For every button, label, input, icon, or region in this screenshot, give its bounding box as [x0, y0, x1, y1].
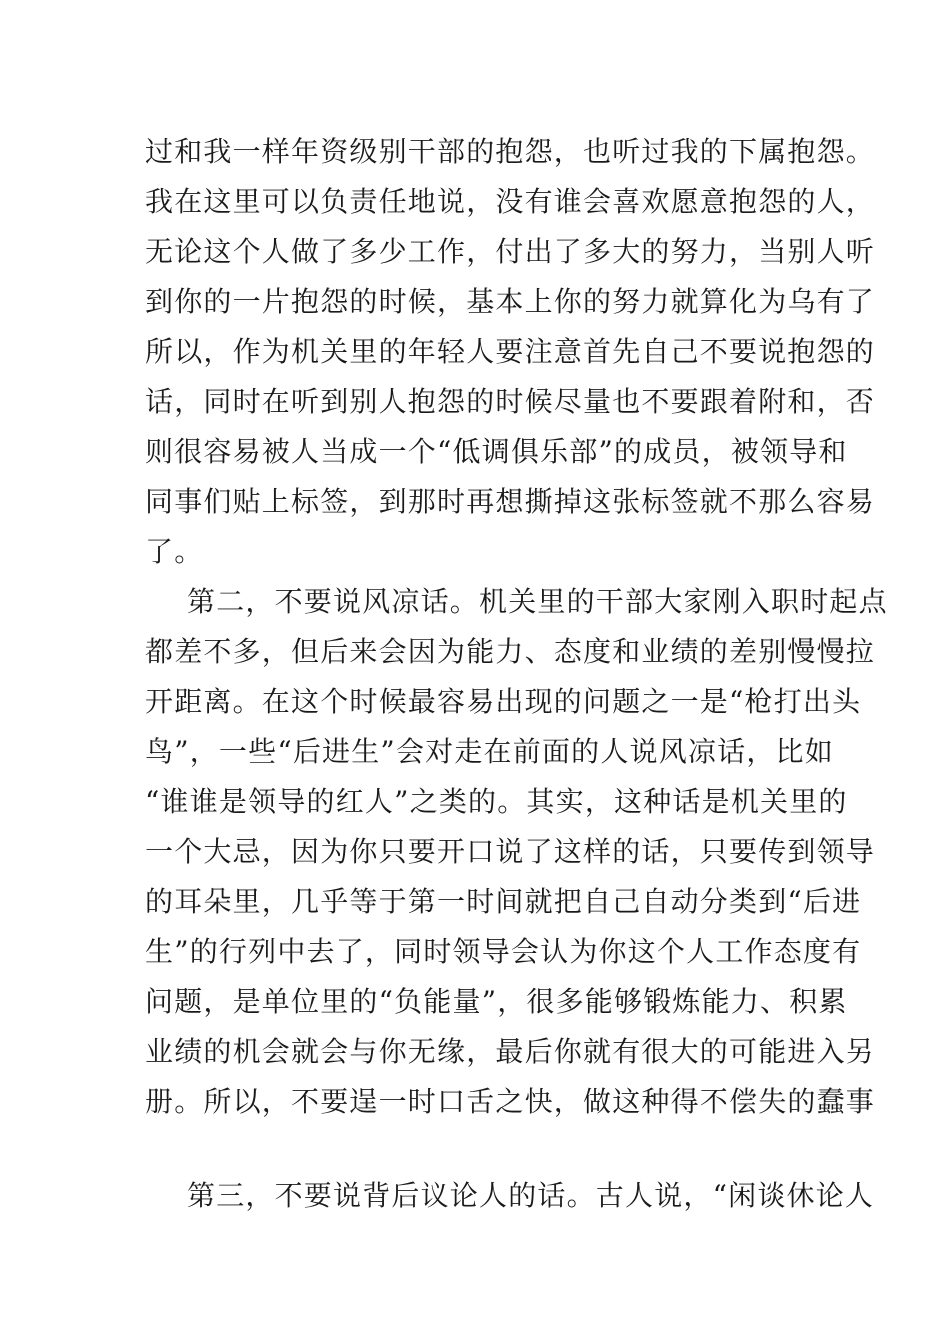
- text-line: 业绩的机会就会与你无缘，最后你就有很大的可能进入另: [145, 1035, 876, 1068]
- paragraph-first-line: 第三，不要说背后议论人的话。古人说，“闲谈休论人: [187, 1179, 875, 1212]
- text-line: 话，同时在听到别人抱怨的时候尽量也不要跟着附和，否: [145, 385, 876, 418]
- text-line: 生”的行列中去了，同时领导会认为你这个人工作态度有: [145, 935, 862, 968]
- text-line: 所以，作为机关里的年轻人要注意首先自己不要说抱怨的: [145, 335, 876, 368]
- text-line: “谁谁是领导的红人”之类的。其实，这种话是机关里的: [145, 785, 848, 818]
- text-line: 问题，是单位里的“负能量”，很多能够锻炼能力、积累: [145, 985, 848, 1018]
- text-line: 了。: [145, 535, 204, 568]
- text-line: 册。所以，不要逞一时口舌之快，做这种得不偿失的蠢事: [145, 1085, 876, 1118]
- paragraph-first-line: 第二，不要说风凉话。机关里的干部大家刚入职时起点: [187, 585, 888, 618]
- text-line: 则很容易被人当成一个“低调俱乐部”的成员，被领导和: [145, 435, 848, 468]
- text-line: 都差不多，但后来会因为能力、态度和业绩的差别慢慢拉: [145, 635, 876, 668]
- text-line: 到你的一片抱怨的时候，基本上你的努力就算化为乌有了: [145, 285, 876, 318]
- text-line: 过和我一样年资级别干部的抱怨，也听过我的下属抱怨。: [145, 135, 876, 168]
- text-line: 一个大忌，因为你只要开口说了这样的话，只要传到领导: [145, 835, 876, 868]
- text-line: 的耳朵里，几乎等于第一时间就把自己自动分类到“后进: [145, 885, 862, 918]
- text-line: 鸟”，一些“后进生”会对走在前面的人说风凉话，比如: [145, 735, 834, 768]
- text-line: 我在这里可以负责任地说，没有谁会喜欢愿意抱怨的人，: [145, 185, 876, 218]
- text-line: 开距离。在这个时候最容易出现的问题之一是“枪打出头: [145, 685, 862, 718]
- text-line: 无论这个人做了多少工作，付出了多大的努力，当别人听: [145, 235, 876, 268]
- text-line: 同事们贴上标签，到那时再想撕掉这张标签就不那么容易: [145, 485, 876, 518]
